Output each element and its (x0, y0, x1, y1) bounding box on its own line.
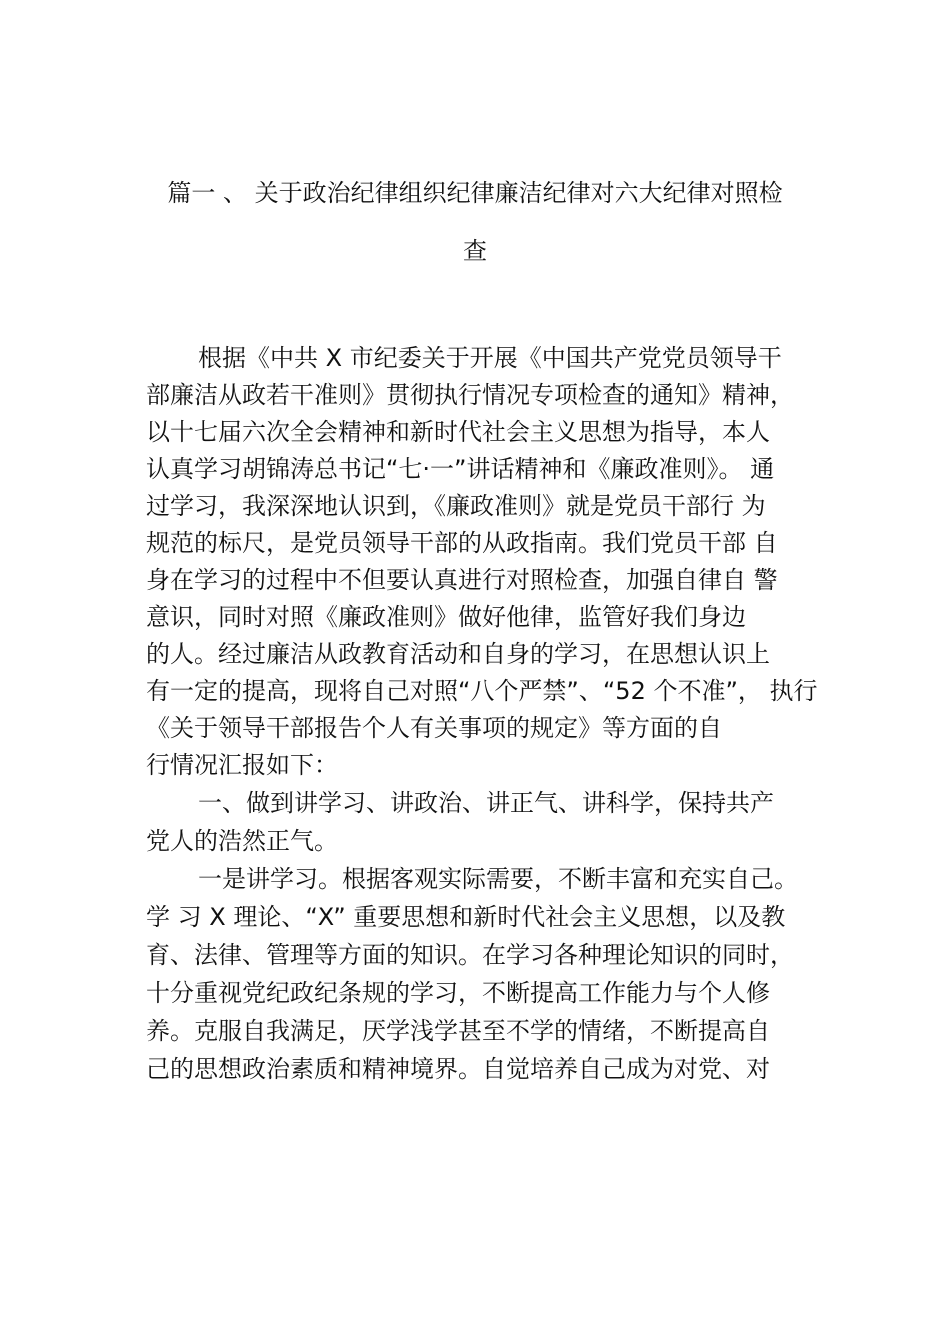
document-title-line-2: 查 (463, 237, 487, 265)
body-line: 学 习 X 理论、“X” 重要思想和新时代社会主义思想，以及教 (146, 903, 786, 931)
body-line: 《关于领导干部报告个人有关事项的规定》等方面的自 (146, 714, 722, 742)
body-line: 育、法律、管理等方面的知识。在学习各种理论知识的同时， (146, 941, 794, 969)
body-line: 意识，同时对照《廉政准则》做好他律，监管好我们身边 (146, 603, 746, 631)
body-line: 十分重视党纪政纪条规的学习，不断提高工作能力与个人修 (146, 979, 770, 1007)
body-line: 以十七届六次全会精神和新时代社会主义思想为指导，本人 (146, 418, 770, 446)
body-line: 部廉洁从政若干准则》贯彻执行情况专项检查的通知》精神， (146, 381, 794, 409)
body-line: 己的思想政治素质和精神境界。自觉培养自己成为对党、对 (146, 1055, 770, 1083)
body-line: 身在学习的过程中不但要认真进行对照检查，加强自律自 警 (146, 566, 778, 594)
document-body (146, 340, 826, 1088)
body-line: 养。克服自我满足，厌学浅学甚至不学的情绪，不断提高自 (146, 1017, 770, 1045)
document-title-line-1: 篇一 、 关于政治纪律组织纪律廉洁纪律对六大纪律对照检 (167, 179, 783, 207)
body-line: 行情况汇报如下： (146, 751, 338, 779)
body-line: 的人。经过廉洁从政教育活动和自身的学习，在思想认识上 (146, 640, 770, 668)
body-line: 有一定的提高，现将自己对照“八个严禁”、“52 个不准”， 执行 (146, 677, 818, 705)
body-line: 认真学习胡锦涛总书记“七·一”讲话精神和《廉政准则》。 通 (146, 455, 775, 483)
body-line: 过学习，我深深地认识到，《廉政准则》就是党员干部行 为 (146, 492, 766, 520)
body-line: 根据《中共 X 市纪委关于开展《中国共产党党员领导干 (198, 344, 782, 372)
body-line: 一是讲学习。根据客观实际需要，不断丰富和充实自己。 (198, 865, 798, 893)
body-line: 一、做到讲学习、讲政治、讲正气、讲科学，保持共产 (198, 789, 774, 817)
body-line: 规范的标尺，是党员领导干部的从政指南。我们党员干部 自 (146, 529, 778, 557)
body-line: 党人的浩然正气。 (146, 827, 338, 855)
